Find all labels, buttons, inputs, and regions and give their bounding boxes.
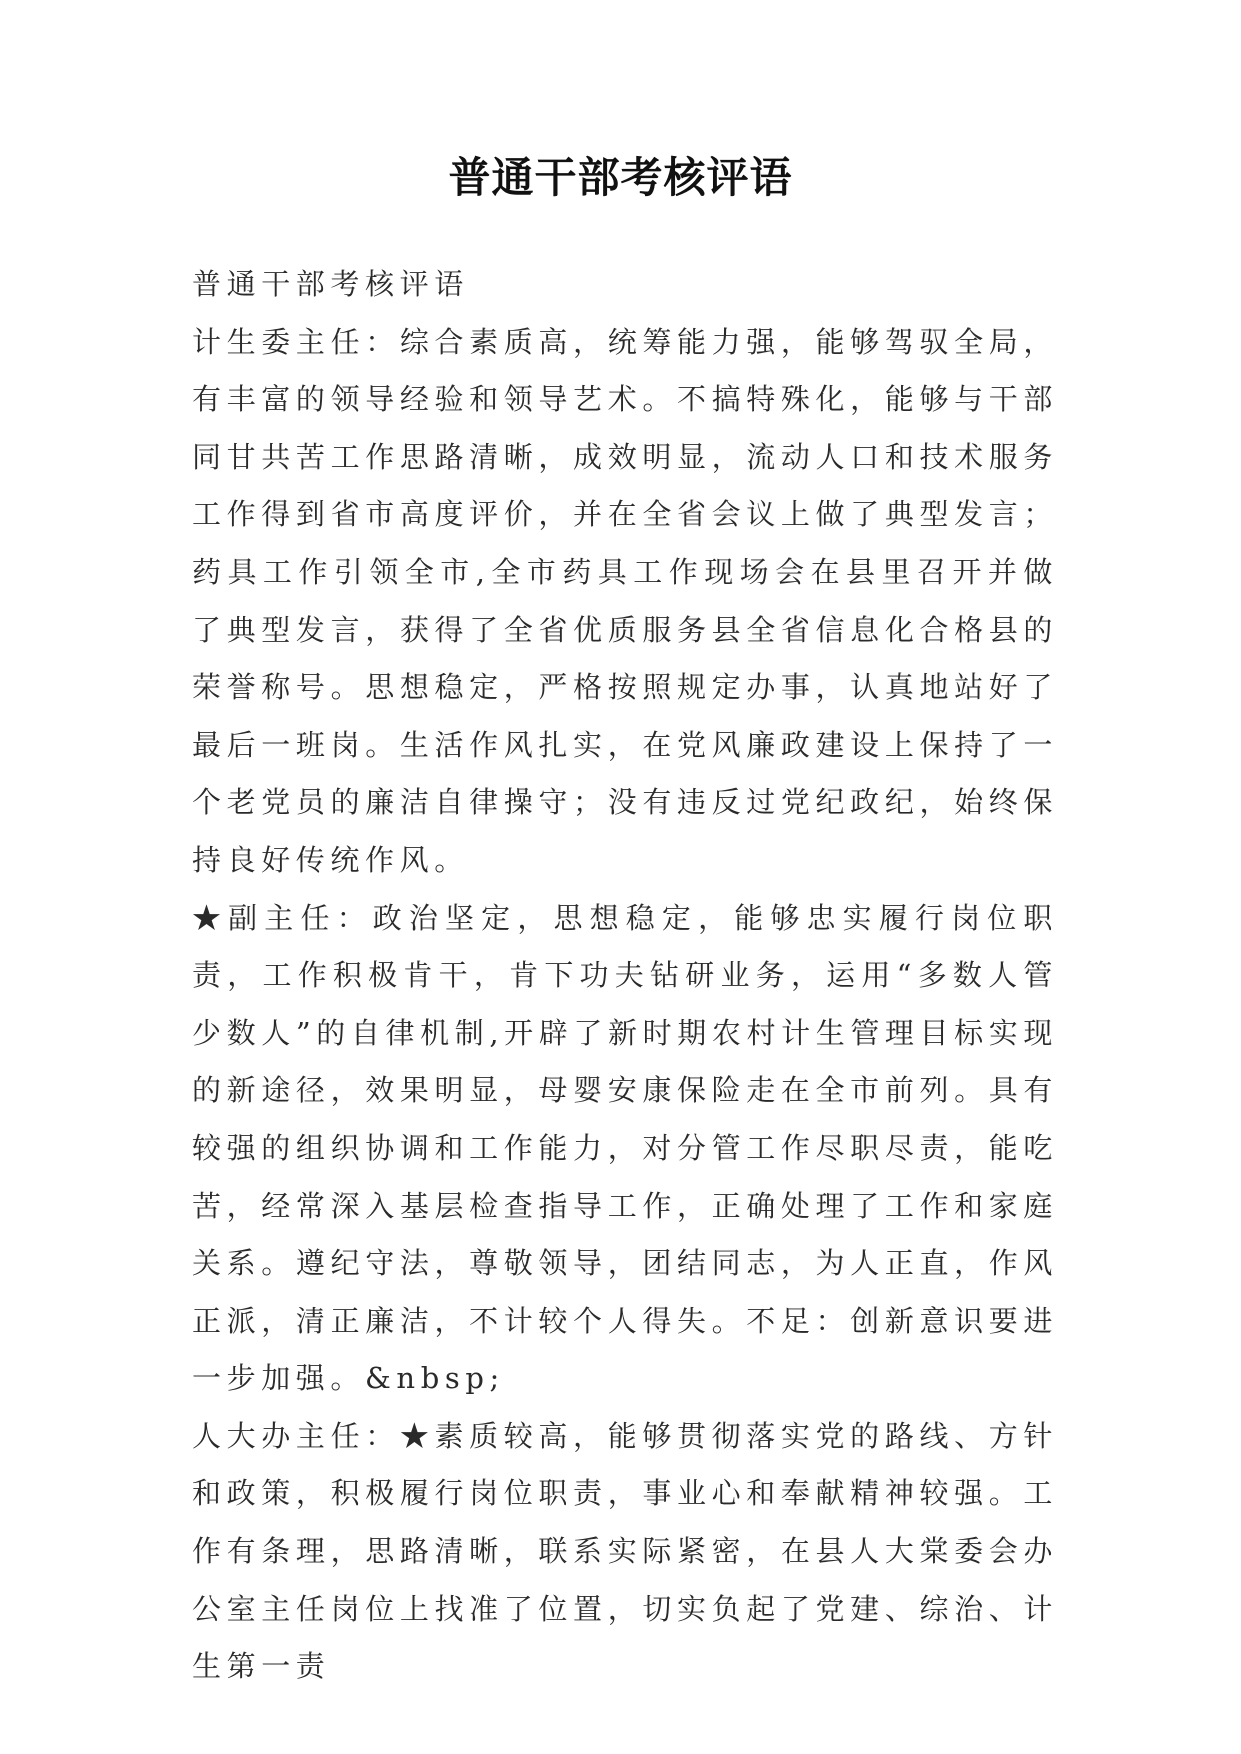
paragraph-director-evaluation: 计生委主任：综合素质高，统筹能力强，能够驾驭全局，有丰富的领导经验和领导艺术。不搞特殊化，能够与干部同甘共苦工作思路清晰，成效明显，流动人口和技术服务工作得到省市高度评价，并在全省会议上做了典型发言；药具工作引领全市,全市药具工作现场会在县里召开并做了典型发言，获得了全省优质服务县全省信息化合格县的荣誉称号。思想稳定，严格按照规定办事，认真地站好了最后一班岗。生活作风扎实，在党风廉政建设上保持了一个老党员的廉洁自律操守；没有违反过党纪政纪，始终保持良好传统作风。	[192, 324, 1058, 877]
document-title: 普通干部考核评语	[448, 153, 793, 202]
paragraph-deputy-director-evaluation: ★副主任：政治坚定，思想稳定，能够忠实履行岗位职责，工作积极肯干，肯下功夫钻研业务，运用“多数人管少数人”的自律机制,开辟了新时期农村计生管理目标实现的新途径，效果明显，母婴安康保险走在全市前列。具有较强的组织协调和工作能力，对分管工作尽职尽责，能吃苦，经常深入基层检查指导工作，正确处理了工作和家庭关系。遵纪守法，尊敬领导，团结同志，为人正直，作风正派，清正廉洁，不计较个人得失。不足：创新意识要进一步加强。&nbsp;	[192, 900, 1058, 1396]
paragraph-npc-office-director-evaluation: 人大办主任：★素质较高，能够贯彻落实党的路线、方针和政策，积极履行岗位职责，事业心和奉献精神较强。工作有条理，思路清晰，联系实际紧密，在县人大棠委会办公室主任岗位上找准了位置，切实负起了党建、综治、计生第一责	[192, 1418, 1058, 1684]
document-body	[192, 256, 1058, 1696]
paragraph-heading: 普通干部考核评语	[192, 267, 469, 301]
